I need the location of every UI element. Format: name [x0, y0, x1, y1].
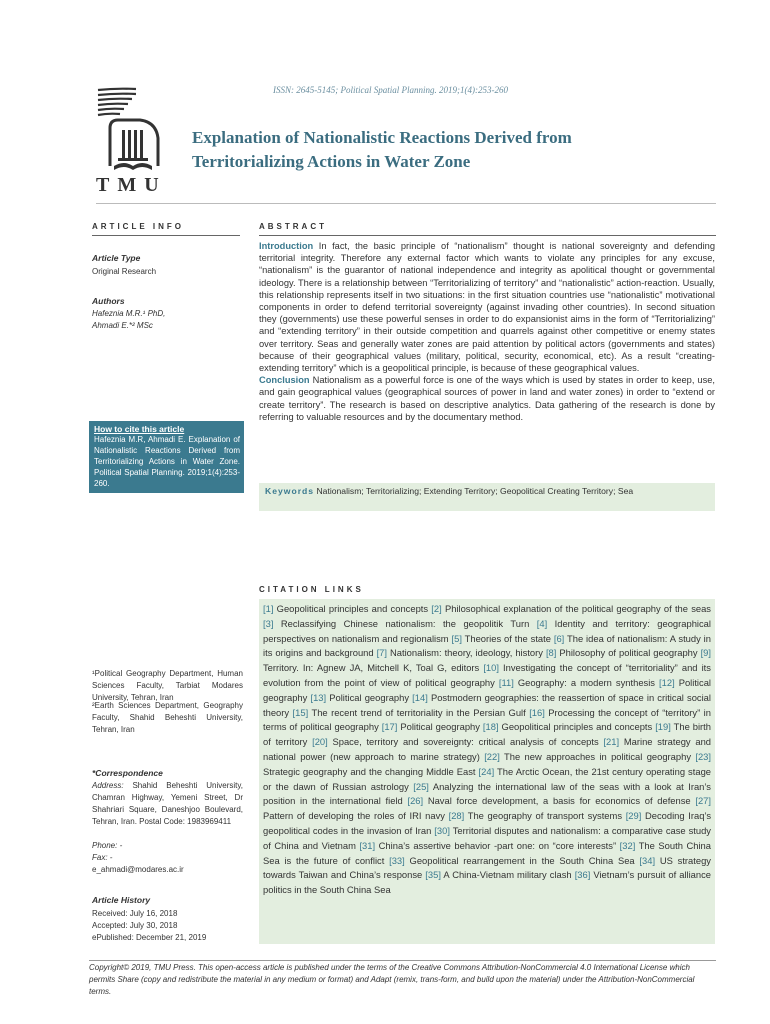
- citation-title[interactable]: Space, territory and sovereignty: critical analysis of concepts: [327, 736, 604, 748]
- correspondence-phone: Phone: -: [92, 841, 123, 850]
- keywords-box: [259, 483, 715, 511]
- citation-title[interactable]: Geopolitical principles and concepts: [498, 721, 656, 733]
- citation-link[interactable]: [389, 855, 639, 866]
- address-value: Shahid Beheshti University, Chamran Highway, Yemeni Street, Dr Shahriari Square, Daneshjoo Boulevard, Tehran, Iran. Postal Code: 1983969411: [92, 781, 243, 826]
- citation-links-heading: CITATION LINKS: [259, 585, 364, 594]
- citation-title[interactable]: Pattern of developing the roles of IRI navy: [263, 810, 449, 822]
- citation-number[interactable]: [24]: [478, 765, 495, 777]
- article-title: Explanation of Nationalistic Reactions Derived from Territorializing Actions in Water Zone: [192, 128, 572, 171]
- affiliation-1: ¹Political Geography Department, Human Sciences Faculty, Tarbiat Modares University, Tehran, Iran: [92, 669, 243, 702]
- citation-number[interactable]: [16]: [529, 706, 545, 718]
- citation-number[interactable]: [23]: [695, 750, 711, 762]
- abstract-body: [259, 240, 715, 423]
- citation-number[interactable]: [1]: [263, 603, 274, 614]
- citation-number[interactable]: [32]: [619, 839, 636, 851]
- citation-number[interactable]: [17]: [381, 721, 398, 733]
- keywords-label: Keywords: [265, 486, 315, 496]
- citation-number[interactable]: [10]: [483, 662, 499, 674]
- citation-title[interactable]: Marine strategy and national power (new approach to marine strategy): [263, 736, 711, 762]
- citation-title[interactable]: Philosophy of political geography: [556, 647, 701, 659]
- history-received: Received: July 16, 2018: [92, 909, 178, 918]
- article-type-value: Original Research: [92, 267, 157, 276]
- citation-number[interactable]: [25]: [413, 780, 429, 792]
- citation-title[interactable]: Vietnam’s pursuit of alliance politics in the South China Sea: [263, 869, 712, 896]
- citation-title[interactable]: Political geography: [326, 691, 413, 703]
- citation-number[interactable]: [34]: [639, 854, 656, 866]
- journal-logo: [96, 86, 172, 198]
- citation-links-box: [259, 599, 715, 944]
- citation-number[interactable]: [35]: [425, 869, 441, 881]
- authors-label: Authors: [92, 296, 125, 306]
- citation-link[interactable]: [431, 603, 711, 614]
- correspondence-address: [92, 780, 243, 828]
- citation-number[interactable]: [22]: [484, 750, 500, 762]
- introduction-text: In fact, the basic principle of “nationalism” thought is national sovereignty and defending territorial integrity. Therefore any external factor which wants to violate any principles for any excuse, “nationalism” is the guarantor of national independence and integrity as apolitical thought or governmental ideology. There is a relationship between “Territorializing of territory” and “nationalistic” action-reaction. Usually, this relationship represents itself in two situations: in the first situation countries use “nationalistic” motivational components in order to defend territorial sovereignty (against invading other countries). In second situation they (governments) use these powerful senses in order to do expansionist aims in the form of “Territorializing” and “extending territory” in their outside competition and quarrels against other competitive or enemy states over territory. Seas and generally water zones are paid attention by political actors (governments and states) because of their geographical values (military, political, security, economical, etc). As a result “creating-extending territory” which is a geopolitical principle, is because of these geographical values.: [259, 241, 715, 374]
- author-1: Hafeznia M.R.¹ PhD,: [92, 309, 166, 318]
- address-label: Address:: [92, 781, 124, 790]
- footer-divider: [89, 960, 716, 961]
- copyright-notice: Copyright© 2019, TMU Press. This open-access article is published under the terms of the Creative Commons Attribution-NonCommercial 4.0 International License which permits Share (copy and redistribute the material in any medium or format) and Adapt (remix, trans-form, and build upon the material) under the Attribution-NonCommercial terms.: [89, 963, 695, 996]
- citation-title[interactable]: The birth of territory: [263, 721, 711, 748]
- citation-title[interactable]: The recent trend of territoriality in the Persian Gulf: [308, 706, 530, 718]
- article-type-label: Article Type: [92, 253, 141, 263]
- citation-title[interactable]: Geopolitical principles and concepts: [273, 603, 432, 614]
- citation-number[interactable]: [3]: [263, 617, 274, 629]
- keywords-text: Nationalism; Territorializing; Extending Territory; Geopolitical Creating Territory; Sea: [316, 486, 634, 496]
- citation-title[interactable]: The geography of transport systems: [464, 810, 626, 822]
- citation-link[interactable]: [425, 869, 574, 880]
- citation-title[interactable]: Territorial disputes and nationalism: a comparative case study of China and Vietnam: [263, 824, 711, 851]
- article-history-label: Article History: [92, 895, 151, 905]
- citation-link[interactable]: [312, 736, 603, 747]
- citation-link[interactable]: [310, 692, 412, 703]
- citation-title[interactable]: Processing the concept of “territory” in terms of political geography: [263, 706, 711, 733]
- citation-title[interactable]: Theories of the state: [461, 632, 554, 644]
- citation-number[interactable]: [4]: [536, 617, 548, 629]
- citation-link[interactable]: [407, 795, 695, 806]
- citation-number[interactable]: [18]: [482, 721, 499, 733]
- article-info-heading: ARTICLE INFO: [92, 222, 184, 231]
- history-epublished: ePublished: December 21, 2019: [92, 933, 207, 942]
- abstract-divider: [259, 235, 716, 236]
- citation-number[interactable]: [13]: [310, 691, 327, 703]
- citation-title[interactable]: A China-Vietnam military clash: [440, 869, 575, 881]
- citation-number[interactable]: [33]: [389, 854, 405, 866]
- citation-title[interactable]: Geopolitical rearrangement in the South China Sea: [404, 854, 640, 866]
- conclusion-text: Nationalism as a powerful force is one of the ways which is used by states in order to keep, use, and gain geographical values (geographical sources of power in land and water zones) in order to “extend or create territory”. The research is based on descriptive analytics. Data gathering of the research is done by referring to valuable resources and by the documentary method.: [259, 375, 715, 422]
- citation-link[interactable]: [546, 647, 701, 658]
- citation-title[interactable]: The South China Sea is the future of conflict: [263, 839, 711, 866]
- citation-title[interactable]: Identity and territory: geographical perspectives on nationalism and regionalism: [263, 617, 711, 644]
- citation-title[interactable]: Political geography: [263, 676, 712, 703]
- header-divider: [96, 203, 716, 204]
- citation-number[interactable]: [28]: [448, 810, 465, 822]
- citation-title[interactable]: Strategic geography and the changing Middle East: [263, 765, 479, 777]
- citation-title[interactable]: Decoding Iraq’s geopolitical codes in the invasion of Iran: [263, 810, 712, 836]
- citation-title[interactable]: Postmodern geographies: the reassertion of space in critical social theory: [263, 691, 711, 718]
- citation-title[interactable]: China’s assertive behavior -part one: on “core interests”: [375, 839, 620, 851]
- citation-number[interactable]: [27]: [695, 795, 711, 807]
- citation-number[interactable]: [12]: [659, 676, 675, 688]
- correspondence-email[interactable]: e_ahmadi@modares.ac.ir: [92, 865, 184, 874]
- citation-number[interactable]: [19]: [655, 721, 671, 733]
- citation-number[interactable]: [2]: [431, 603, 442, 614]
- how-to-cite-text: Hafeznia M.R, Ahmadi E. Explanation of Nationalistic Reactions Derived from Territorializing Actions in Water Zone. Political Spatial Planning. 2019;1(4):253-260.: [94, 435, 240, 488]
- citation-link[interactable]: [499, 677, 659, 688]
- citation-link[interactable]: [449, 810, 626, 821]
- citation-title[interactable]: Nationalism: theory, ideology, history: [387, 647, 546, 659]
- citation-link[interactable]: [484, 751, 695, 762]
- citation-link[interactable]: [483, 721, 655, 732]
- citation-link[interactable]: [359, 840, 619, 851]
- citation-number[interactable]: [8]: [545, 647, 557, 659]
- citation-number[interactable]: [14]: [412, 691, 428, 703]
- citation-number[interactable]: [20]: [312, 736, 328, 748]
- citation-number[interactable]: [29]: [625, 810, 642, 822]
- citation-link[interactable]: [452, 633, 554, 644]
- author-2: Ahmadi E.*² MSc: [92, 321, 153, 330]
- citation-link[interactable]: [293, 707, 530, 718]
- correspondence-fax: Fax: -: [92, 853, 113, 862]
- citation-title[interactable]: Analyzing the international law of the seas with a look at Iran’s position in the international field: [263, 780, 711, 807]
- conclusion-label: Conclusion: [259, 375, 310, 386]
- introduction-label: Introduction: [259, 241, 314, 251]
- affiliation-2: ²Earth Sciences Department, Geography Faculty, Shahid Beheshti University, Tehran, Iran: [92, 701, 243, 734]
- citation-title[interactable]: Naval force development, a basis for economics of defense: [423, 795, 696, 807]
- citation-number[interactable]: [5]: [451, 632, 462, 644]
- citation-title[interactable]: Political geography: [397, 721, 483, 733]
- citation-number[interactable]: [30]: [434, 824, 450, 836]
- abstract-heading: ABSTRACT: [259, 222, 327, 231]
- citation-number[interactable]: [15]: [292, 706, 309, 718]
- citation-title[interactable]: The idea of nationalism: A study in its origins and background: [263, 632, 711, 659]
- how-to-cite-heading: How to cite this article: [94, 424, 185, 434]
- logo-text: TMU: [96, 174, 167, 196]
- citation-number[interactable]: [7]: [376, 647, 388, 659]
- citation-number[interactable]: [9]: [700, 647, 711, 659]
- citation-number[interactable]: [36]: [574, 869, 591, 881]
- citation-title[interactable]: Geography: a modern synthesis: [513, 676, 660, 688]
- citation-title[interactable]: The new approaches in political geography: [499, 750, 696, 762]
- citation-title[interactable]: Investigating the concept of “territoriality” and its evolution from the point of view of political geography: [263, 662, 711, 688]
- citation-title[interactable]: US strategy towards Taiwan and China’s response: [263, 854, 711, 881]
- citation-number[interactable]: [26]: [407, 795, 424, 807]
- correspondence-label: *Correspondence: [92, 768, 163, 778]
- citation-title[interactable]: Territory. In: Agnew JA, Mitchell K, Toal G, editors: [263, 662, 484, 674]
- issn-line: ISSN: 2645-5145; Political Spatial Planning. 2019;1(4):253-260: [273, 85, 508, 95]
- citation-link[interactable]: [263, 603, 431, 614]
- citation-title[interactable]: Philosophical explanation of the political geography of the seas: [441, 603, 711, 614]
- citation-title[interactable]: Reclassifying Chinese nationalism: the geopolitik Turn: [273, 617, 537, 629]
- citation-link[interactable]: [377, 647, 546, 658]
- citation-link[interactable]: [263, 618, 537, 629]
- citation-number[interactable]: [11]: [498, 676, 514, 688]
- citation-link[interactable]: [382, 721, 483, 732]
- citation-number[interactable]: [31]: [359, 839, 376, 851]
- citation-title[interactable]: The Arctic Ocean, the 21st century operating stage or the dawn of Russian astrology: [263, 765, 711, 792]
- article-info-divider: [92, 235, 240, 236]
- citation-number[interactable]: [21]: [603, 736, 620, 748]
- history-accepted: Accepted: July 30, 2018: [92, 921, 178, 930]
- citation-number[interactable]: [6]: [553, 632, 565, 644]
- how-to-cite-box: [89, 421, 244, 493]
